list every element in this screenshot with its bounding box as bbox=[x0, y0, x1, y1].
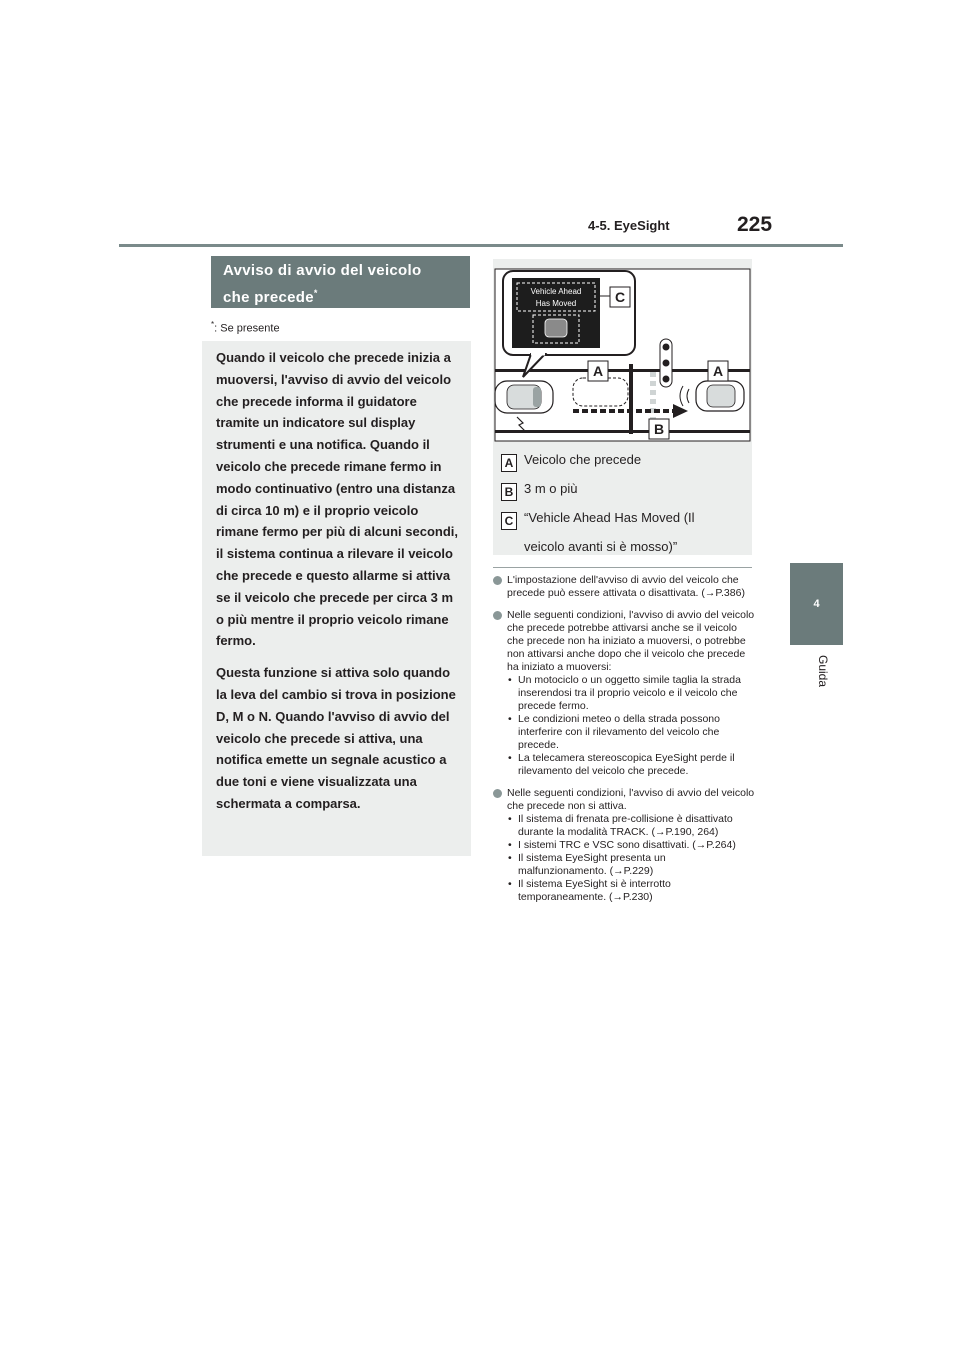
note-3-subitem-3: • Il sistema EyeSight presenta un malfunzionamento. (→P.229) bbox=[508, 852, 666, 877]
note-3 bbox=[493, 787, 755, 904]
legend-item-b bbox=[501, 474, 695, 503]
section-heading bbox=[211, 256, 470, 308]
note-2-subitem-2: • Le condizioni meteo o della strada possono interferire con il rilevamento del veicolo che precede. bbox=[508, 713, 720, 751]
display-text-line-1: Vehicle Ahead bbox=[530, 287, 582, 296]
description-box bbox=[202, 341, 471, 856]
legend-text-c-line-2: veicolo avanti si è mosso)” bbox=[524, 539, 678, 554]
header-rule bbox=[119, 244, 843, 247]
note-bullet-icon bbox=[493, 611, 502, 620]
legend-item-c bbox=[501, 503, 695, 532]
note-2-text: Nelle seguenti condizioni, l'avviso di avvio del veicolo che precede potrebbe attivarsi anche se il veicolo che precede non ha iniziato a muoversi, o potrebbe non attivarsi anche dopo che il veicolo che precede ha iniziato a muoversi: bbox=[507, 609, 755, 673]
display-text-line-2: Has Moved bbox=[535, 299, 577, 308]
description-paragraph-2: Questa funzione si attiva solo quando la leva del cambio si trova in posizione D, M o N. Quando l'avviso di avvio del veicolo che precede si attiva, una notifica emette un segnale acustico a due toni e viene visualizzata una schermata a comparsa. bbox=[216, 665, 456, 811]
callout-b-fig: B bbox=[653, 421, 665, 437]
callout-a-fig-1: A bbox=[592, 363, 604, 379]
footnote bbox=[211, 320, 280, 335]
note-1-text: L'impostazione dell'avviso di avvio del veicolo che precede può essere attivata o disattivata. (→P.386) bbox=[507, 574, 745, 599]
notes-list bbox=[493, 574, 755, 913]
callout-a-fig-2: A bbox=[712, 363, 724, 379]
footnote-mark: * bbox=[211, 320, 215, 329]
description-paragraph-1: Quando il veicolo che precede inizia a muoversi, l'avviso di avvio del veicolo che precede informa il guidatore tramite un indicatore sul display strumenti e una notifica. Quando il veicolo che precede rimane fermo in modo continuativo (entro una distanza di circa 10 m) e il proprio veicolo rimane fermo per più di alcuni secondi, il sistema continua a rilevare il veicolo che precede e questo allarme si attiva se il veicolo che precede per circa 3 m o più mentre il proprio veicolo rimane fermo. bbox=[216, 350, 458, 649]
chapter-tab-label: Guida bbox=[816, 655, 830, 688]
note-2-subitem-1: • Un motociclo o un oggetto simile taglia la strada inserendosi tra il proprio veicolo e il veicolo che precede fermo. bbox=[508, 674, 741, 712]
legend-letter-b: B bbox=[501, 483, 517, 501]
heading-footnote-mark: * bbox=[313, 288, 318, 298]
note-3-text: Nelle seguenti condizioni, l'avviso di avvio del veicolo che precede non si attiva. bbox=[507, 787, 755, 812]
figure-panel bbox=[493, 259, 752, 555]
page-number: 225 bbox=[737, 213, 773, 236]
note-bullet-icon bbox=[493, 576, 502, 585]
legend-item-a bbox=[501, 445, 695, 474]
legend-text-c-line-1: “Vehicle Ahead Has Moved (Il bbox=[524, 510, 695, 525]
note-3-subitem-4: • Il sistema EyeSight si è interrotto temporaneamente. (→P.230) bbox=[508, 878, 671, 903]
leading-vehicle-illustration bbox=[493, 259, 752, 444]
legend-letter-a: A bbox=[501, 454, 517, 472]
callout-c-fig: C bbox=[614, 289, 626, 305]
note-2-subitem-3: • La telecamera stereoscopica EyeSight perde il rilevamento del veicolo che precede. bbox=[508, 752, 735, 777]
legend-text-b: 3 m o più bbox=[524, 481, 578, 496]
note-1 bbox=[493, 574, 755, 600]
note-2 bbox=[493, 609, 755, 778]
note-bullet-icon bbox=[493, 789, 502, 798]
section-title: 4-5. EyeSight bbox=[588, 218, 670, 233]
note-3-subitem-2: • I sistemi TRC e VSC sono disattivati. (→P.264) bbox=[508, 839, 736, 851]
heading-line-2: che precede bbox=[223, 289, 314, 306]
legend-text-a: Veicolo che precede bbox=[524, 452, 642, 467]
figure-rule bbox=[493, 567, 752, 568]
legend-letter-c: C bbox=[501, 512, 517, 530]
note-3-subitem-1: • Il sistema di frenata pre-collisione è disattivato durante la modalità TRACK. (→P.190, 264) bbox=[508, 813, 733, 838]
heading-line-1: Avviso di avvio del veicolo bbox=[223, 262, 422, 279]
footnote-text: : Se presente bbox=[214, 322, 280, 335]
figure-legend bbox=[501, 445, 695, 561]
chapter-tab: 4 bbox=[790, 563, 843, 645]
